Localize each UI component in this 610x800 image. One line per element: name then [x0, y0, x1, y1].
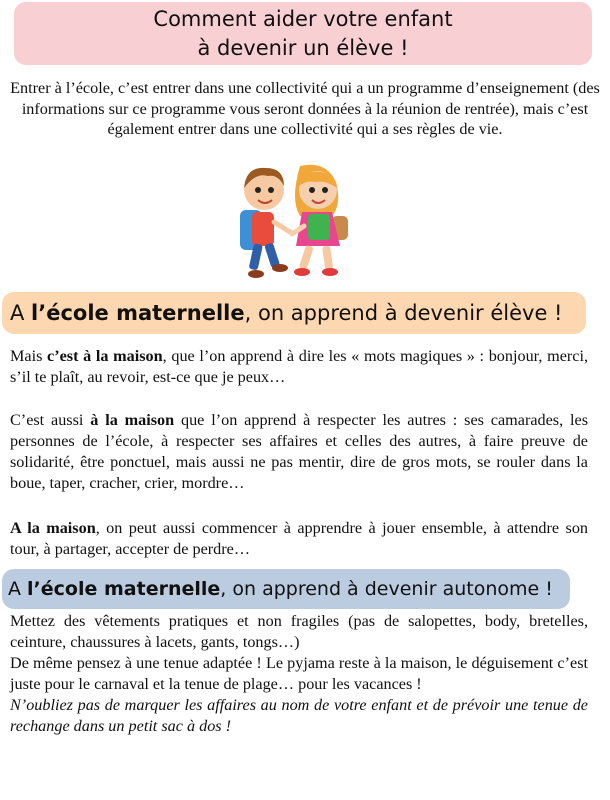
intro-paragraph: Entrer à l’école, c’est entrer dans une collectivité qui a un programme d’enseignement (des informations sur ce programme vous seront données à la réunion de rentrée), mais c’est également entrer dans une collectivité qui a ses règles de vie. — [10, 79, 600, 138]
section-heading-autonome — [2, 569, 570, 609]
para3-bold: A la maison — [10, 519, 96, 537]
boy-figure — [240, 168, 290, 278]
section1-bold: l’école maternelle — [31, 301, 245, 325]
paragraph-jouer-ensemble — [10, 518, 588, 560]
para1-post: , que l’on apprend à dire les « mots magiques » : bonjour, merci, s’il te plaît, au revoir, est-ce que je peux… — [10, 347, 589, 386]
section2-prefix: A — [8, 578, 28, 600]
para2-post: que l’on apprend à respecter les autres : ses camarades, les personnes de l’école, à respecter ses affaires et celles des autres, à faire preuve de solidarité, être ponctuel, mais aussi ne pas mentir, dire de gros mots, se rouler dans la boue, taper, cracher, crier, mordre… — [10, 411, 588, 492]
section2-suffix: , on apprend à devenir autonome ! — [220, 578, 553, 600]
para4-line-1: Mettez des vêtements pratiques et non fragiles (pas de salopettes, body, bretelles, ceinture, chaussures à lacets, gants, tongs…) — [10, 612, 588, 651]
section-heading-eleve — [2, 292, 586, 334]
para1-pre: Mais — [10, 347, 48, 365]
title-line-1: Comment aider votre enfant — [153, 7, 453, 31]
paragraph-vetements — [10, 611, 588, 737]
para4-line-2: De même pensez à une tenue adaptée ! Le pyjama reste à la maison, le déguisement c’est juste pour le carnaval et la tenue de plage… pour les vacances ! — [10, 654, 588, 693]
page-title — [14, 2, 592, 65]
girl-figure — [292, 165, 348, 276]
section2-bold: l’école maternelle — [27, 578, 221, 600]
para3-post: , on peut aussi commencer à apprendre à jouer ensemble, à attendre son tour, à partager, accepter de perdre… — [10, 519, 589, 558]
para4-italic-note: N’oubliez pas de marquer les affaires au nom de votre enfant et de prévoir une tenue de rechange dans un petit sac à dos ! — [10, 696, 588, 735]
para1-bold: c’est à la maison — [47, 347, 163, 365]
para2-bold: à la maison — [90, 411, 175, 429]
para2-pre: C’est aussi — [10, 411, 91, 429]
title-line-2: à devenir un élève ! — [197, 36, 409, 60]
paragraph-respecter — [10, 410, 588, 494]
paragraph-mots-magiques — [10, 346, 588, 388]
section1-prefix: A — [10, 301, 32, 325]
children-illustration — [228, 160, 368, 288]
section1-suffix: , on apprend à devenir élève ! — [244, 301, 563, 325]
